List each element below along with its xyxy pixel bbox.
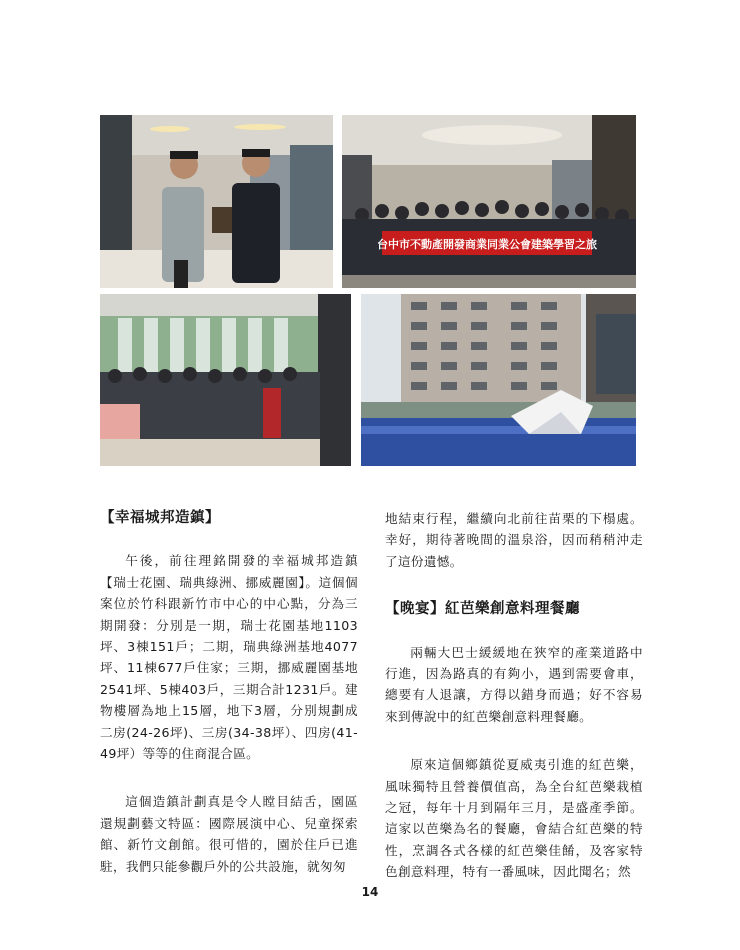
paragraph: 地結束行程，繼續向北前往苗栗的下榻處。幸好，期待著晚間的溫泉浴，因而稍稍沖走了這份遺憾。 bbox=[385, 511, 643, 569]
section-heading-dinner: 【晚宴】紅芭樂創意料理餐廳 bbox=[385, 601, 580, 618]
photo-towers-pool bbox=[361, 294, 636, 466]
paragraph: 原來這個鄉鎮從夏威夷引進的紅芭樂，風味獨特且營養價值高，為全台紅芭樂栽植之冠，每年十月到隔年三月，是盛產季節。這家以芭樂為名的餐廳，會結合紅芭樂的特性，烹調各式各樣的紅芭樂佳餚，及客家特色創意料理，特有一番風味，因此聞名；然 bbox=[385, 757, 643, 880]
paragraph: 午後，前往理銘開發的幸福城邦造鎮【瑞士花園、瑞典綠洲、挪威麗園】。這個個案位於竹科跟新竹市中心的中心點，分為三期開發：分別是一期，瑞士花園基地1103坪、3棟151戶；二期，瑞典綠洲基地4077坪、11棟677戶住家；三期，挪威麗園基地2541坪、5棟403戶，三期合計1231戶。建物樓層為地上15層，地下3層，分別規劃成二房(24-26坪)、三房(34-38坪）、四房(41-49坪）等等的住商混合區。 bbox=[100, 553, 358, 762]
paragraph: 這個造鎮計劃真是令人瞠目結舌，園區還規劃藝文特區：國際展演中心、兒童探索館、新竹文創館。很可惜的，園於住戶已進駐，我們只能參觀戶外的公共設施，就匆匆 bbox=[100, 794, 358, 874]
banner-text: 台中市不動產開發商業同業公會建築學習之旅 bbox=[377, 238, 597, 251]
photo-award-lobby bbox=[100, 115, 333, 288]
left-column bbox=[100, 508, 358, 877]
paragraph: 兩輛大巴士緩緩地在狹窄的產業道路中行進，因為路真的有夠小，遇到需要會車，總要有人退讓，方得以錯身而過；好不容易來到傳說中的紅芭樂創意料理餐廳。 bbox=[385, 644, 643, 724]
section-heading-happy-city: 【幸福城邦造鎮】 bbox=[100, 510, 220, 526]
page-number: 14 bbox=[361, 885, 379, 899]
right-column bbox=[385, 508, 643, 883]
photo-lobby-crowd bbox=[100, 294, 351, 466]
photo-group-banner bbox=[342, 115, 636, 288]
